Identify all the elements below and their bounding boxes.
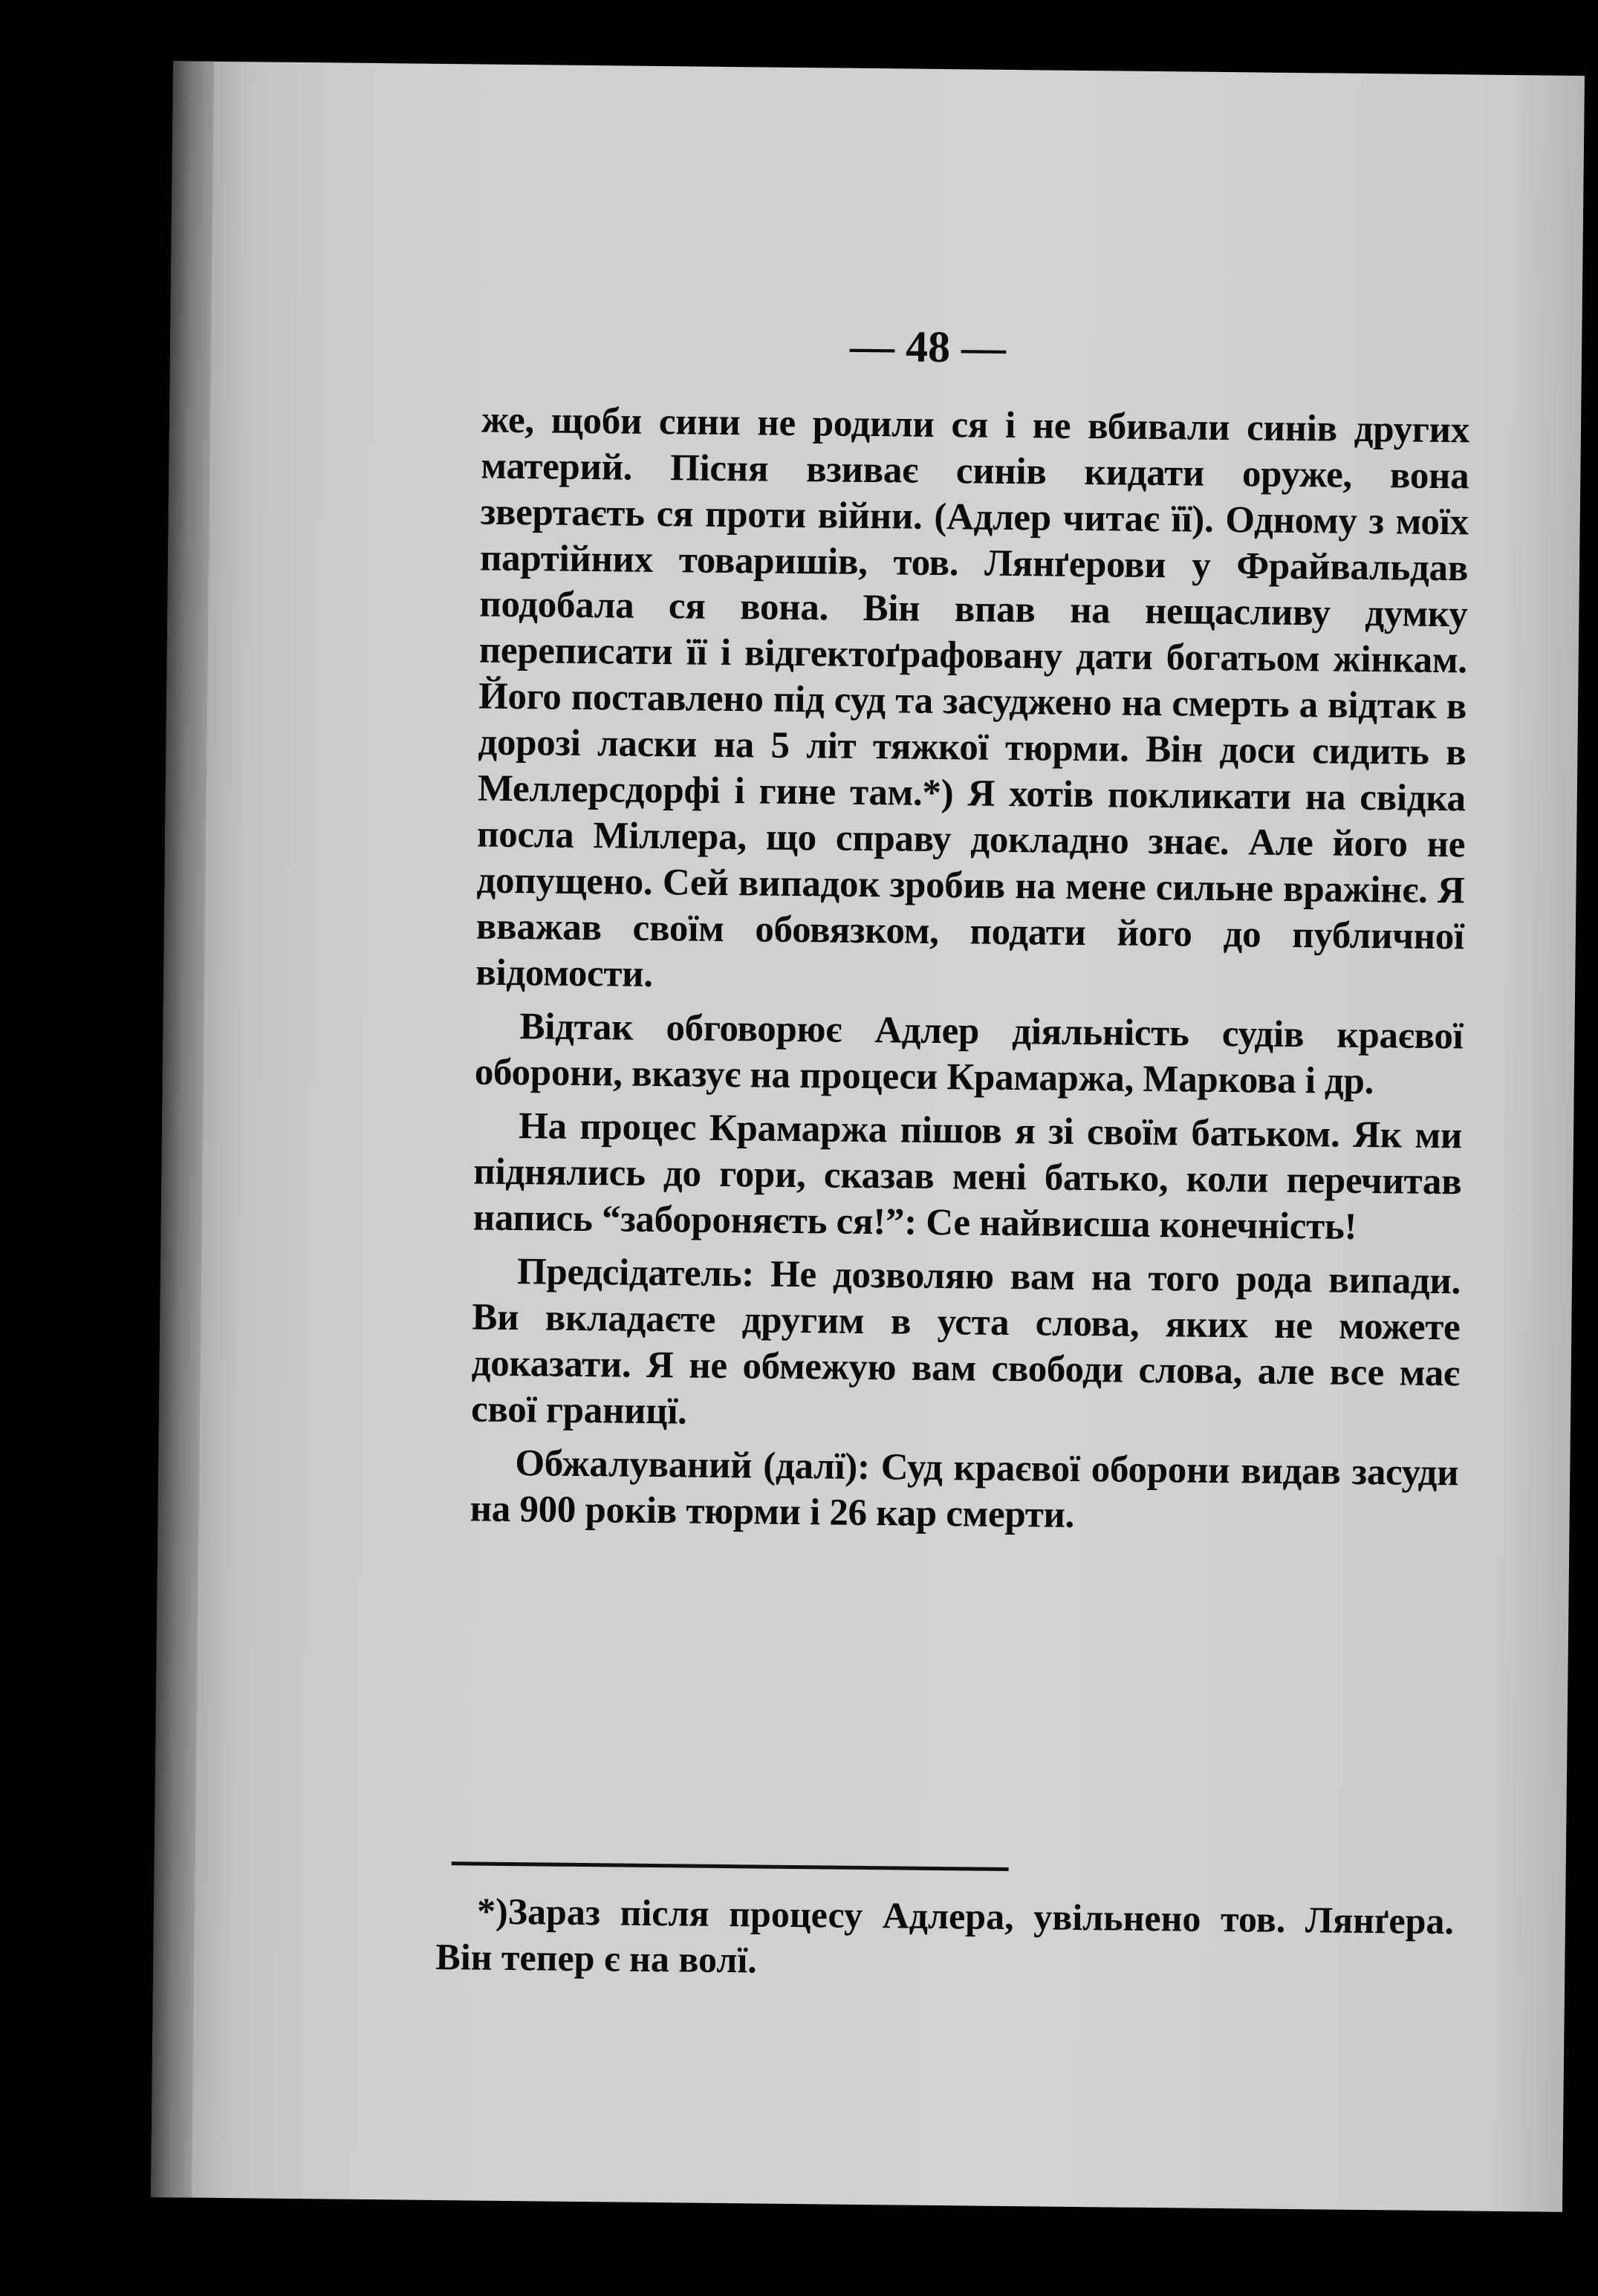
page-number: — 48 —	[849, 321, 1007, 372]
paragraph-5	[470, 1440, 1458, 1542]
speaker-label: Предсідатель:	[516, 1251, 755, 1295]
paragraph-3: На процес Крамаржа пішов я зі своїм батьком. Як ми піднялись до гори, сказав мені батько, коли перечитав напись “забороняєть ся!”: Се найвисша конечність!	[472, 1105, 1463, 1248]
paragraph-2: Відтак обговорює Адлер діяльність судів краєвої оборони, вказує на процеси Крамаржа, Маркова і др.	[474, 1006, 1464, 1103]
book-page	[151, 61, 1585, 2212]
body-text	[470, 397, 1469, 1550]
paragraph-5-text: (далї): Суд краєвої оборони видав засуди на 900 років тюрми і 26 кар смерти.	[470, 1445, 1459, 1536]
speaker-label: Обжалуваний	[515, 1443, 753, 1487]
paragraph-4	[471, 1248, 1461, 1443]
paragraph-4-text: Не дозволяю вам на того рода випади. Ви вкладаєте другим в уста слова, яких не можете доказати. Я не обмежую вам свободи слова, але все має свої границї.	[470, 1253, 1461, 1433]
paragraph-1: же, щоби сини не родили ся і не вбивали синів других материй. Пісня взиває синів кидати оруже, вона звертаєть ся проти війни. (Адлер читає її). Одному з моїх партійних товаришів, тов. Лянґерови у Фрайвальдав подобала ся вона. Він впав на нещасливу думку переписати її і відгектоґрафовану дати богатьом жінкам. Його поставлено під суд та засуджено на смерть а відтак в дорозі ласки на 5 літ тяжкої тюрми. Він доси сидить в Меллерсдорфі і гине там.*) Я хотів покликати на свідка посла Міллера, що справу докладно знає. Але його не допущено. Сей випадок зробив на мене сильне вражінє. Я вважав своїм обовязком, подати його до публичної відомости.	[475, 399, 1470, 995]
page-spine-shadow	[151, 61, 214, 2197]
footnote: *)Зараз після процесу Адлера, увільнено тов. Лянґера. Він тепер є на волї.	[435, 1890, 1455, 1981]
footnote-divider	[452, 1861, 1009, 1871]
